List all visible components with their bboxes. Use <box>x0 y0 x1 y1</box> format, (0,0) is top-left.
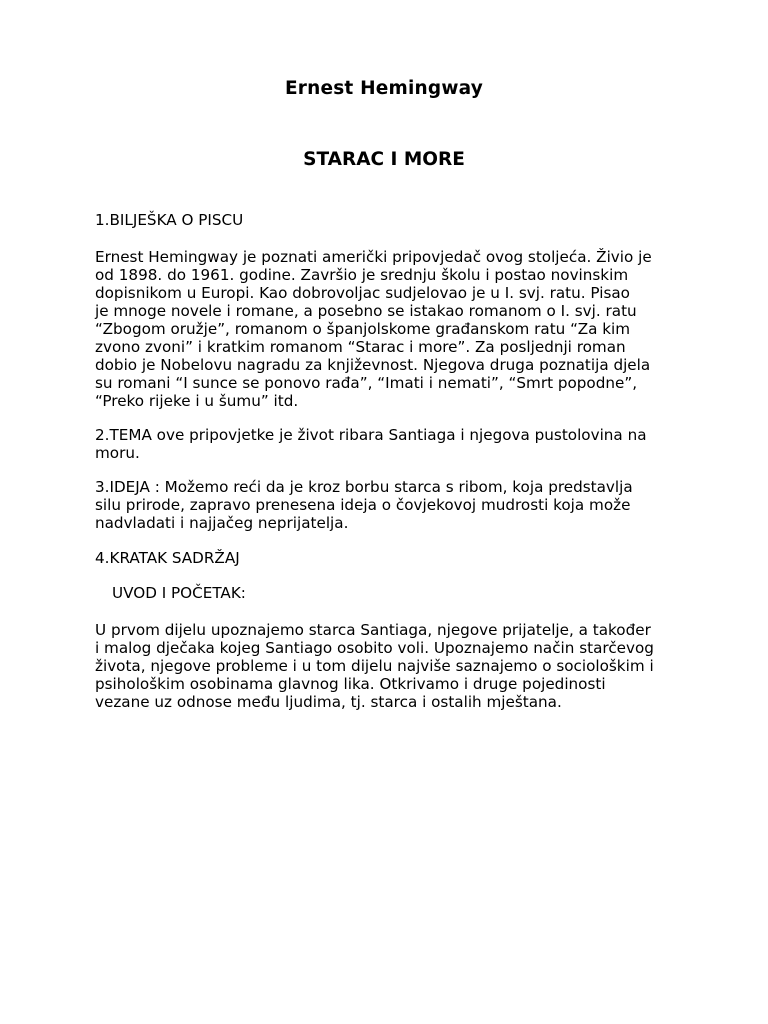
paragraph-line: psihološkim osobinama glavnog lika. Otkrivamo i druge pojedinosti <box>95 675 606 693</box>
section-heading-sadrzaj <box>95 549 675 567</box>
paragraph-line: je mnoge novele i romane, a posebno se istakao romanom o I. svj. ratu <box>95 302 637 320</box>
section-heading-sadrzaj-text: 4.KRATAK SADRŽAJ <box>95 549 240 567</box>
paragraph-uvod <box>95 621 675 711</box>
paragraph-line: dobio je Nobelovu nagradu za književnost. Njegova druga poznatija djela <box>95 356 651 374</box>
paragraph-line: su romani “I sunce se ponovo rađa”, “Imati i nemati”, “Smrt popodne”, <box>95 374 638 392</box>
section-heading-biljeska-text: 1.BILJEŠKA O PISCU <box>95 211 244 229</box>
paragraph-biljeska <box>95 248 675 410</box>
section-heading-biljeska <box>95 211 675 229</box>
paragraph-ideja <box>95 478 675 532</box>
paragraph-tema <box>95 426 675 462</box>
paragraph-line: Ernest Hemingway je poznati američki pripovjedač ovog stoljeća. Živio je <box>95 248 652 266</box>
paragraph-line: 2.TEMA ove pripovjetke je život ribara Santiaga i njegova pustolovina na <box>95 426 647 444</box>
paragraph-line: od 1898. do 1961. godine. Završio je srednju školu i postao novinskim <box>95 266 629 284</box>
paragraph-line: dopisnikom u Europi. Kao dobrovoljac sudjelovao je u I. svj. ratu. Pisao <box>95 284 630 302</box>
paragraph-line: 3.IDEJA : Možemo reći da je kroz borbu starca s ribom, koja predstavlja <box>95 478 633 496</box>
paragraph-line: zvono zvoni” i kratkim romanom “Starac i more”. Za posljednji roman <box>95 338 626 356</box>
document-author: Ernest Hemingway <box>284 78 484 99</box>
paragraph-line: i malog dječaka kojeg Santiago osobito voli. Upoznajemo način starčevog <box>95 639 654 657</box>
subsection-heading-uvod-text: UVOD I POČETAK: <box>112 584 246 602</box>
paragraph-line: U prvom dijelu upoznajemo starca Santiaga, njegove prijatelje, a također <box>95 621 651 639</box>
paragraph-line: moru. <box>95 444 140 462</box>
paragraph-line: silu prirode, zapravo prenesena ideja o čovjekovoj mudrosti koja može <box>95 496 631 514</box>
paragraph-line: vezane uz odnose među ljudima, tj. starca i ostalih mještana. <box>95 693 562 711</box>
paragraph-line: “Zbogom oružje”, romanom o španjolskome građanskom ratu “Za kim <box>95 320 631 338</box>
subsection-heading-uvod <box>95 584 692 602</box>
document-title: STARAC I MORE <box>303 149 465 170</box>
paragraph-line: “Preko rijeke i u šumu” itd. <box>95 392 299 410</box>
paragraph-line: nadvladati i najjačeg neprijatelja. <box>95 514 349 532</box>
paragraph-line: života, njegove probleme i u tom dijelu najviše saznajemo o sociološkim i <box>95 657 654 675</box>
